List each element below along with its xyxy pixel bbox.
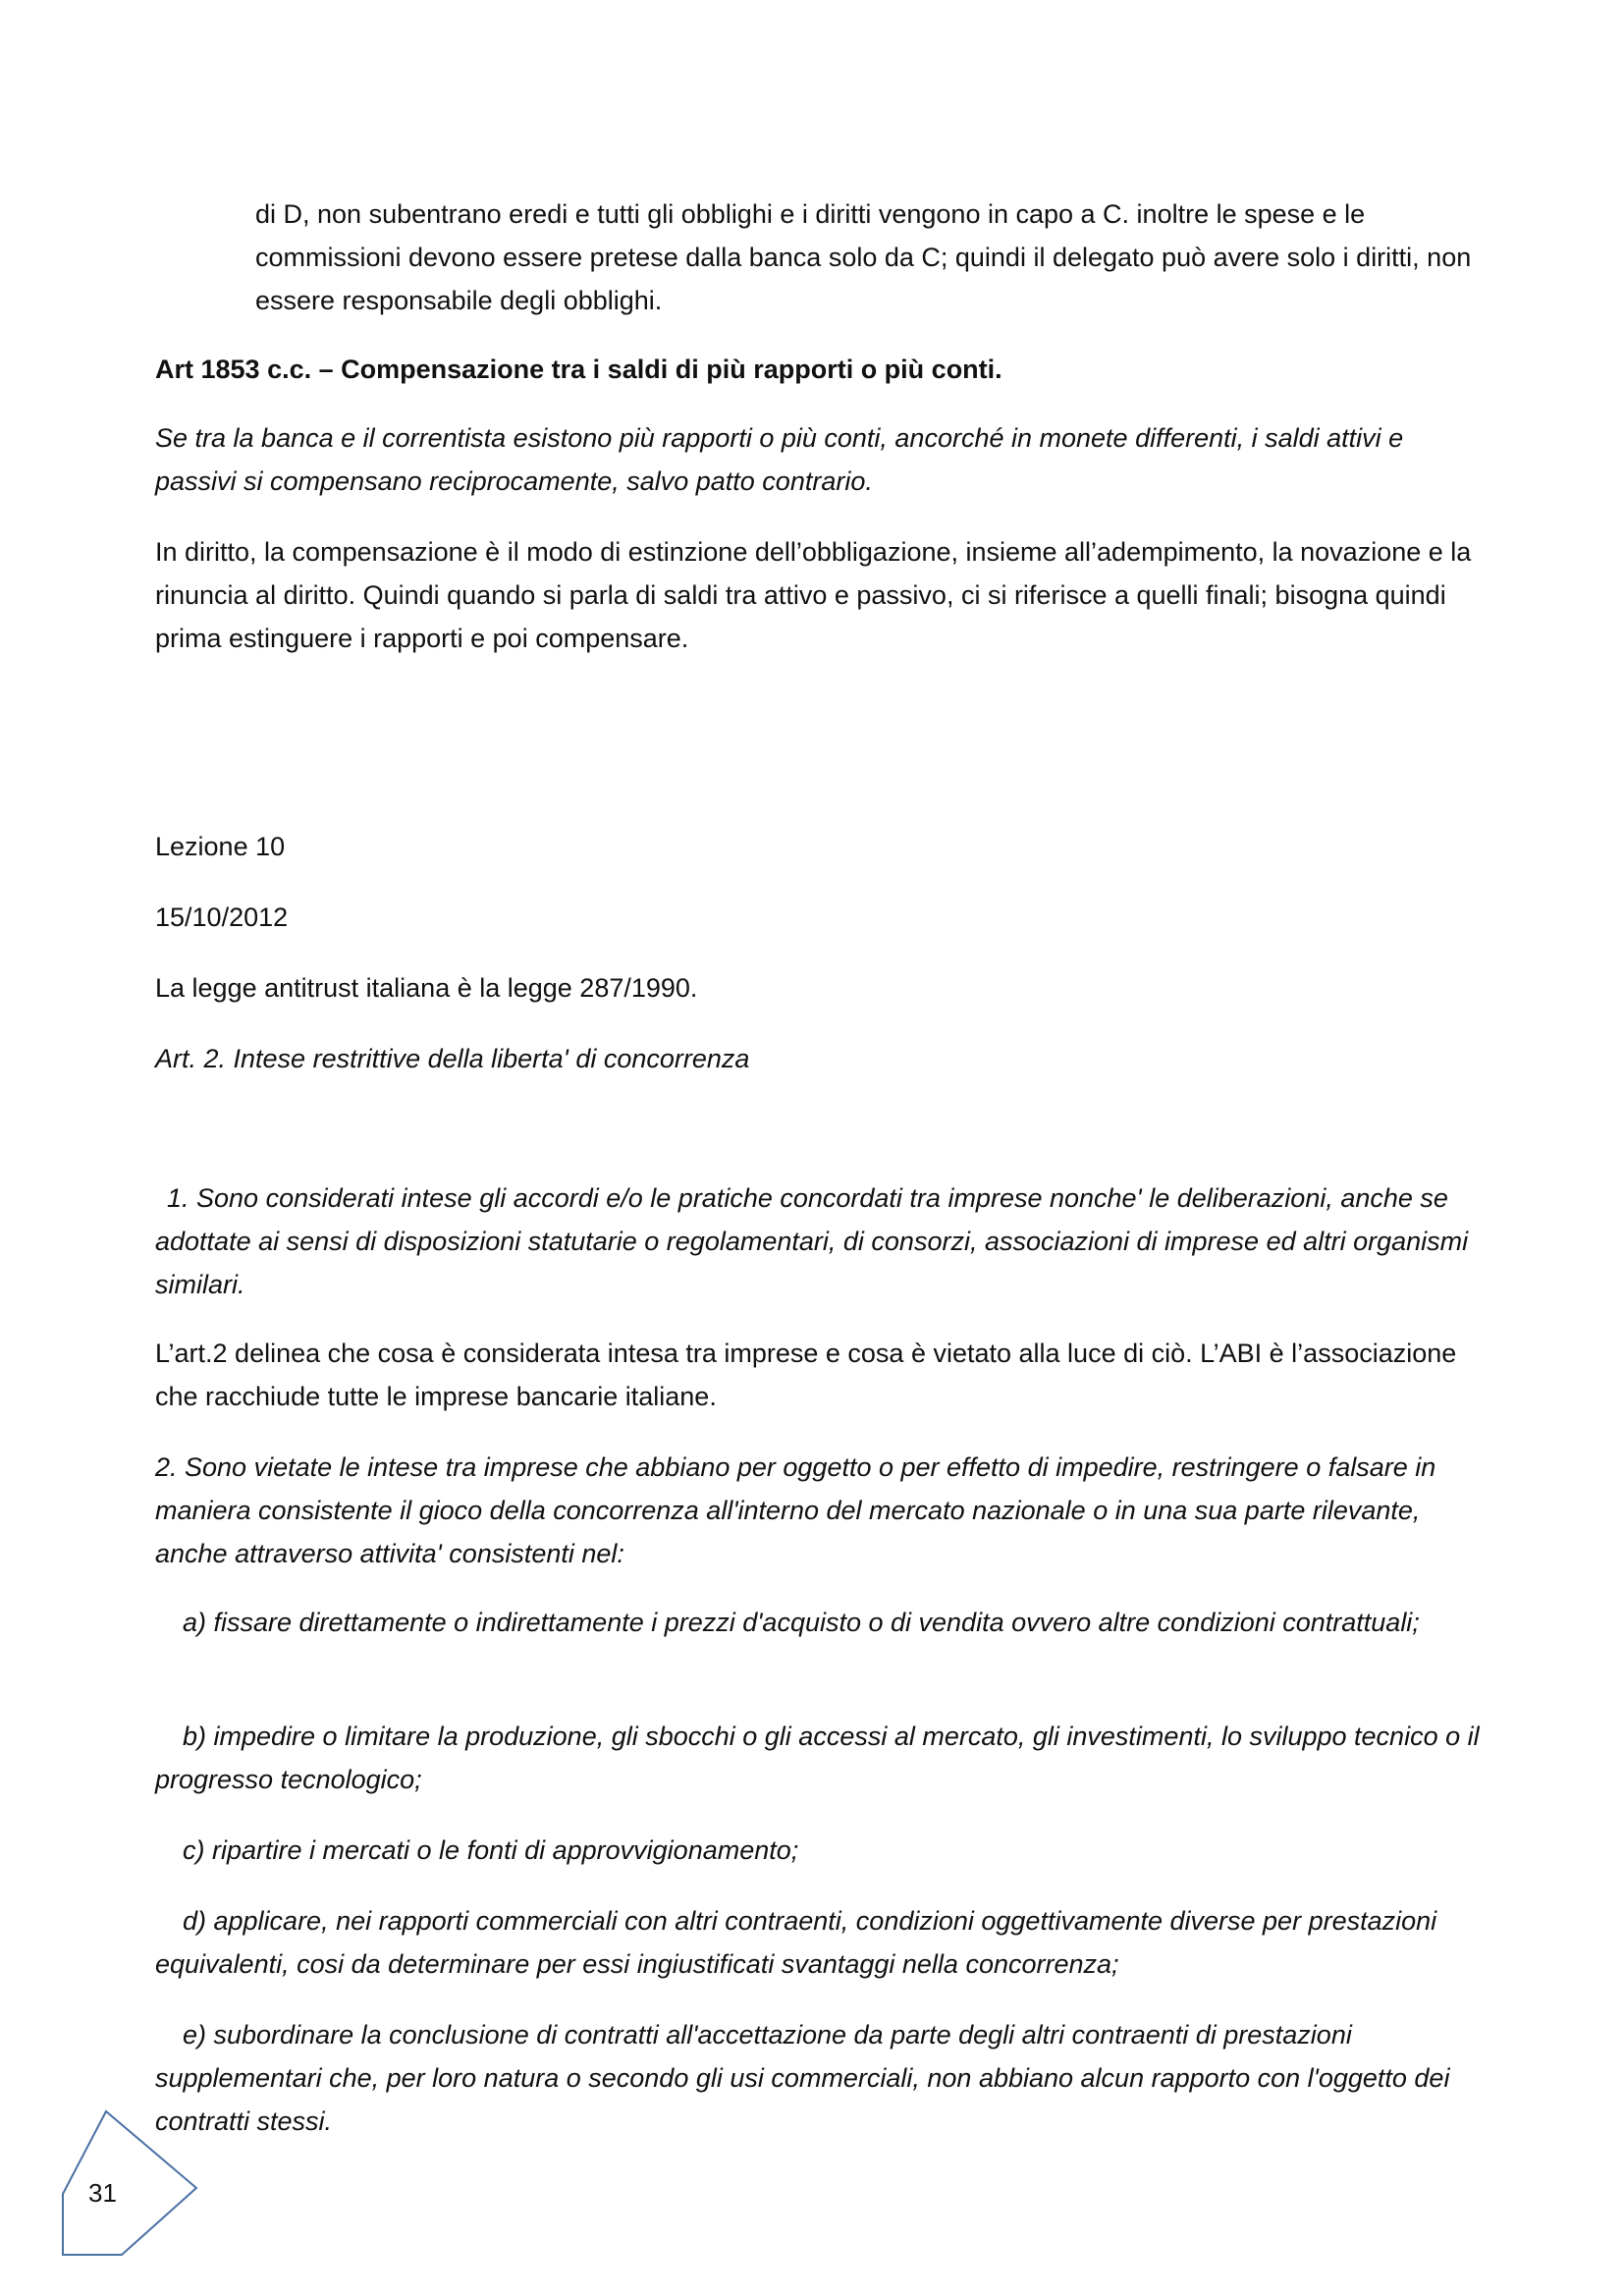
item-b: b) impedire o limitare la produzione, gli sbocchi o gli accessi al mercato, gli investimenti, lo sviluppo tecnico o il progresso tecnologico; [155, 1722, 1480, 1794]
item-d: d) applicare, nei rapporti commerciali con altri contraenti, condizioni oggettivamente diverse per prestazioni equivalenti, cosi da determinare per essi ingiustificati svantaggi nella concorrenza; [155, 1906, 1437, 1979]
item-a: a) fissare direttamente o indirettamente i prezzi d'acquisto o di vendita ovvero altre condizioni contrattuali; [183, 1608, 1420, 1637]
page-number: 31 [88, 2178, 117, 2208]
page-number-shape [59, 2109, 206, 2257]
comma-1: 1. Sono considerati intese gli accordi e/o le pratiche concordati tra imprese nonche' le deliberazioni, anche se adottate ai sensi di disposizioni statutarie o regolamentari, di consorzi, associazioni di imprese ed altri organismi similari. [155, 1183, 1469, 1299]
commentary-paragraph: In diritto, la compensazione è il modo di estinzione dell’obbligazione, insieme all’adempimento, la novazione e la rinuncia al diritto. Quindi quando si parla di saldi tra attivo e passivo, ci si riferisce a quelli finali; bisogna quindi prima estinguere i rapporti e poi compensare. [155, 537, 1472, 653]
art-2-title: Art. 2. Intese restrittive della liberta' di concorrenza [155, 1044, 750, 1073]
lesson-date: 15/10/2012 [155, 902, 289, 932]
comma-2: 2. Sono vietate le intese tra imprese che abbiano per oggetto o per effetto di impedire, restringere o falsare in maniera consistente il gioco della concorrenza all'interno del mercato nazionale o in una sua parte rilevante, anche attraverso attivita' consistenti nel: [155, 1452, 1436, 1568]
item-c: c) ripartire i mercati o le fonti di approvvigionamento; [183, 1835, 799, 1865]
art-1853-heading: Art 1853 c.c. – Compensazione tra i saldi di più rapporti o più conti. [155, 355, 1002, 384]
antitrust-intro: La legge antitrust italiana è la legge 287/1990. [155, 973, 698, 1003]
continuation-paragraph: di D, non subentrano eredi e tutti gli obblighi e i diritti vengono in capo a C. inoltre le spese e le commissioni devono essere pretese dalla banca solo da C; quindi il delegato può avere solo i diritti, non essere responsabile degli obblighi. [255, 199, 1472, 315]
art-2-comment: L’art.2 delinea che cosa è considerata intesa tra imprese e cosa è vietato alla luce di ciò. L’ABI è l’associazione che racchiude tutte le imprese bancarie italiane. [155, 1339, 1457, 1411]
item-e: e) subordinare la conclusione di contratti all'accettazione da parte degli altri contraenti di prestazioni supplementari che, per loro natura o secondo gli usi commerciali, non abbiano alcun rapporto con l'oggetto dei contratti stessi. [155, 2020, 1450, 2136]
art-1853-text: Se tra la banca e il correntista esistono più rapporti o più conti, ancorché in monete differenti, i saldi attivi e passivi si compensano reciprocamente, salvo patto contrario. [155, 423, 1404, 496]
lesson-label: Lezione 10 [155, 832, 286, 861]
